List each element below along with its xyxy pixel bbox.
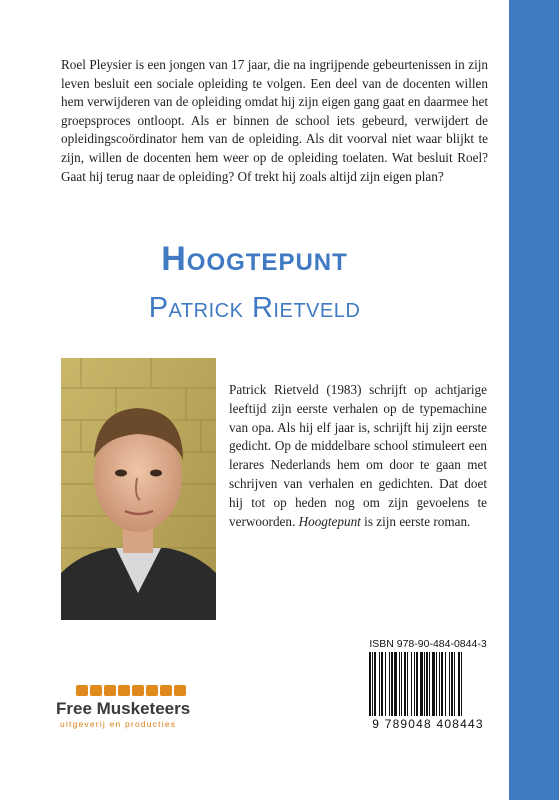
publisher-logo [56,685,226,745]
author-bio-text: Patrick Rietveld (1983) schrijft op achtjarige leeftijd zijn eerste verhalen op de typemachine van opa. Als hij elf jaar is, schrijft hij zijn eerste gedicht. Op de middelbare school stimuleert een lerares Nederlands hem om door te gaan met schrijven van verhalen en gedichten. Dat doet hij tot op heden nog om zijn gevoelens te verwoorden. [229,382,487,529]
publisher-name: Free Musketeers [56,699,191,718]
author-photo [61,358,216,620]
author-bio-closing: is zijn eerste roman. [360,513,471,529]
barcode-icon [369,652,487,716]
author-name: Patrick Rietveld [148,292,361,324]
spine-band [509,0,559,800]
isbn-label: ISBN 978-90-484-0844-3 [369,638,487,650]
author-bio [229,381,487,531]
author-portrait-icon [61,358,216,620]
book-title: Hoogtepunt [161,240,348,278]
barcode-block [363,638,493,738]
back-cover-blurb: Roel Pleysier is een jongen van 17 jaar, die na ingrijpende gebeurtenissen in zijn leven besluit een sociale opleiding te volgen. Een deel van de docenten willen hem verwijderen van de opleiding omdat hij zijn eigen gang gaat en daarmee het groepsproces ontloopt. Als er binnen de school iets gebeurd, verwijdert de opleidingscoördinator hem van de opleiding. Als dit voorval niet waar blijkt te zijn, willen de docenten hem weer op de opleiding toelaten. Wat besluit Roel? Gaat hij terug naar de opleiding? Of trekt hij zoals altijd zijn eigen plan? [61,57,488,184]
author-bio-book-title: Hoogtepunt [298,513,361,529]
publisher-tagline: uitgeverij en producties [60,719,177,729]
publisher-books-icon [76,685,226,696]
ean-digits: 9 789048 408443 [372,717,484,731]
